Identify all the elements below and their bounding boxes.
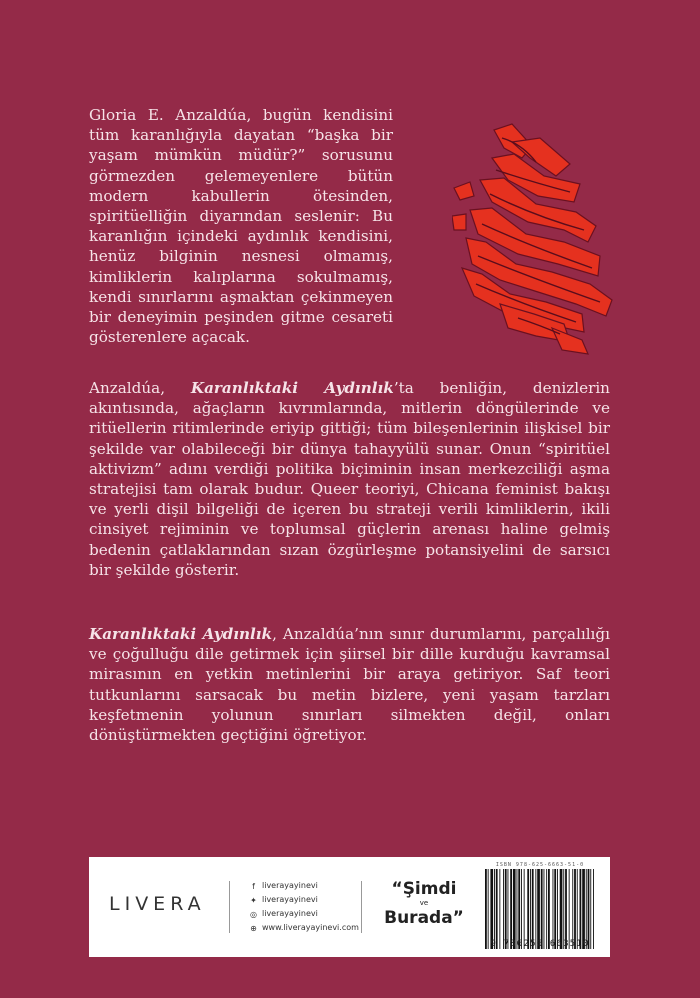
barcode-bar bbox=[490, 869, 493, 949]
paragraph-text: Anzaldúa, bbox=[89, 379, 191, 397]
publisher-footer bbox=[89, 857, 610, 957]
barcode-bar bbox=[513, 869, 516, 949]
paragraph-text: ’ta benliğin, denizlerin akıntısında, ağaçların kıvrımlarında, mitlerin döngülerinde ve ritüellerin ritimlerinde eriyip gittiği; tüm bileşenlerinin ilişkisel bir şekilde var olabileceği bir dünya tahayyülü sunar. Onun “spiritüel aktivizm” adını verdiği politika biçiminin insan merkezciliği aşma stratejisi tam olarak budur. Queer teoriyi, Chicana feminist bakışı ve yerli dişil bilgeliği de içeren bu strateji verili kimliklerin, ikili cinsiyet rejiminin ve toplumsal güçlerin arenası haline gelmiş bedenin çatlaklarından sızan özgürleşme potansiyelini de sarsıcı bir şekilde gösterir. bbox=[89, 379, 610, 579]
barcode-bar bbox=[582, 869, 585, 949]
intro-paragraph: Gloria E. Anzaldúa, bugün kendisini tüm karanlığıyla dayatan “başka bir yaşam mümkün müdür?” sorusunu görmezden gelemeyenlere bütün modern kabullerin ötesinden, spiritüelliğin diyarından seslenir: Bu karanlığın içindeki aydınlık kendisini, henüz bilginin nesnesi olmamış, kimliklerin kalıplarına sokulmamış, kendi sınırlarını aşmaktan çekinmeyen bir deneyimin peşinden gitme cesareti gösterenlere açacak. bbox=[89, 106, 393, 347]
barcode-bar bbox=[537, 869, 540, 949]
barcode-bar bbox=[572, 869, 573, 949]
divider bbox=[361, 881, 362, 933]
barcode-bar bbox=[553, 869, 554, 949]
isbn-number: 9 786256 663510 bbox=[490, 939, 590, 949]
barcode-bar bbox=[560, 869, 563, 949]
divider bbox=[229, 881, 230, 933]
barcode-bar bbox=[494, 869, 495, 949]
body-paragraph-2 bbox=[89, 624, 610, 745]
isbn-label: ISBN 978-625-6663-51-0 bbox=[495, 862, 585, 868]
barcode-bar bbox=[593, 869, 594, 949]
instagram-icon: ◎ bbox=[250, 909, 257, 919]
book-title: Karanlıktaki Aydınlık bbox=[89, 625, 273, 643]
facebook-icon: f bbox=[252, 881, 255, 891]
barcode-bar bbox=[546, 869, 547, 949]
slogan-line: ve bbox=[419, 899, 429, 907]
barcode-bar bbox=[588, 869, 590, 949]
social-label: liverayayinevi bbox=[262, 881, 318, 890]
barcode-bar bbox=[518, 869, 520, 949]
barcode-bar bbox=[577, 869, 578, 949]
barcode-bar bbox=[544, 869, 545, 949]
series-slogan bbox=[375, 879, 473, 928]
barcode-bar bbox=[535, 869, 536, 949]
book-title: Karanlıktaki Aydınlık bbox=[190, 379, 394, 397]
barcode-bar bbox=[485, 869, 487, 949]
barcode-bar bbox=[496, 869, 498, 949]
barcode-bar bbox=[508, 869, 509, 949]
social-label: liverayayinevi bbox=[262, 895, 318, 904]
barcode-bar bbox=[524, 869, 525, 949]
social-label: www.liverayayinevi.com bbox=[262, 923, 359, 932]
barcode-bar bbox=[586, 869, 587, 949]
barcode-bar bbox=[580, 869, 582, 949]
barcode-bar bbox=[554, 869, 556, 949]
barcode-bar bbox=[499, 869, 500, 949]
social-label: liverayayinevi bbox=[262, 909, 318, 918]
barcode-bar bbox=[488, 869, 489, 949]
barcode-bar bbox=[517, 869, 518, 949]
social-website[interactable] bbox=[249, 921, 359, 935]
barcode-bar bbox=[527, 869, 529, 949]
barcode-bar bbox=[503, 869, 504, 949]
barcode-bar bbox=[541, 869, 543, 949]
barcode-bar bbox=[563, 869, 564, 949]
barcode-bar bbox=[530, 869, 531, 949]
social-twitter[interactable] bbox=[249, 893, 359, 907]
barcode-bar bbox=[557, 869, 558, 949]
social-facebook[interactable] bbox=[249, 879, 359, 893]
barcode bbox=[483, 869, 597, 949]
globe-icon: ⊕ bbox=[250, 923, 257, 933]
twitter-icon: ✦ bbox=[250, 895, 257, 905]
publisher-logo: LIVERA bbox=[109, 893, 206, 915]
barcode-bar bbox=[565, 869, 567, 949]
barcode-bar bbox=[590, 869, 591, 949]
barcode-bar bbox=[574, 869, 576, 949]
barcode-bar bbox=[548, 869, 550, 949]
body-paragraph-1 bbox=[89, 378, 610, 580]
barcode-bar bbox=[532, 869, 534, 949]
barcode-bar bbox=[505, 869, 507, 949]
social-links bbox=[249, 879, 359, 935]
slogan-line: “Şimdi bbox=[391, 879, 457, 899]
abstract-illustration bbox=[452, 118, 620, 356]
barcode-bar bbox=[510, 869, 512, 949]
barcode-bar bbox=[521, 869, 522, 949]
paragraph-text: , Anzaldúa’nın sınır durumlarını, parçalılığı ve çoğulluğu dile getirmek için şiirsel bir dille kurduğu kavramsal mirasının en yetkin metinlerini bir araya getiriyor. Saf teori tutkunlarını sarsacak bu metin bizlere, yeni yaşam tarzları keşfetmenin yolunun sınırları silmekten değil, onları dönüştürmekten geçtiğini öğretiyor. bbox=[89, 625, 610, 745]
barcode-bar bbox=[569, 869, 570, 949]
slogan-line: Burada” bbox=[384, 908, 464, 928]
social-instagram[interactable] bbox=[249, 907, 359, 921]
